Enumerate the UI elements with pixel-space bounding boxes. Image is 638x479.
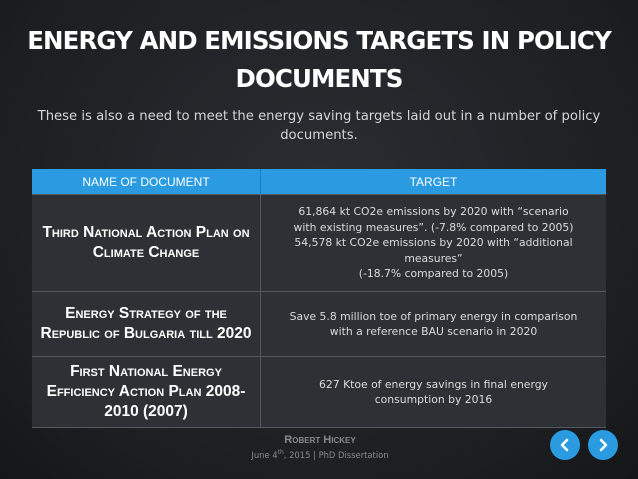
table-row: [32, 292, 606, 357]
table-row: [32, 357, 606, 428]
target-cell: [261, 292, 607, 357]
target-line: Save 5.8 million toe of primary energy in comparison: [289, 309, 578, 323]
column-header-target: TARGET: [261, 169, 607, 195]
previous-slide-button[interactable]: [550, 430, 580, 460]
target-line: 61,864 kt CO2e emissions by 2020 with “scenario: [298, 205, 569, 219]
document-cell: [32, 195, 261, 292]
policy-targets-table: [32, 169, 606, 428]
date-ordinal: th: [277, 449, 284, 456]
presentation-date: [220, 447, 420, 461]
target-line: 54,578 kt CO2e emissions by 2020 with “additional: [294, 236, 573, 250]
document-name: Energy Strategy of the Republic of Bulgaria till 2020: [40, 305, 252, 342]
target-text: [267, 204, 600, 282]
slide-subtitle: These is also a need to meet the energy saving targets laid out in a number of policy documents.: [37, 109, 601, 143]
target-line: 627 Ktoe of energy savings in final energy: [319, 377, 548, 391]
target-line: with a reference BAU scenario in 2020: [329, 325, 538, 338]
chevron-left-icon: [558, 438, 572, 452]
slide-title: ENERGY AND EMISSIONS TARGETS IN POLICY DOCUMENTS: [27, 26, 611, 93]
target-cell: [261, 195, 607, 292]
author-name: Robert Hickey: [284, 434, 356, 446]
target-text: [267, 377, 600, 408]
document-cell: [32, 357, 261, 428]
date-prefix: June 4: [251, 449, 278, 460]
target-line: measures”: [404, 251, 463, 265]
chevron-right-icon: [596, 438, 610, 452]
table-header-row: [32, 169, 606, 195]
document-name: Third National Action Plan on Climate Change: [42, 224, 250, 261]
document-cell: [32, 292, 261, 357]
date-suffix: , 2015 | PhD Dissertation: [283, 449, 389, 460]
next-slide-button[interactable]: [588, 430, 618, 460]
target-line: consumption by 2016: [374, 393, 493, 406]
table-row: [32, 195, 606, 292]
slide-footer: [220, 434, 420, 461]
target-text: [267, 309, 600, 340]
target-cell: [261, 357, 607, 428]
target-line: with existing measures”. (-7.8% compared to 2005): [293, 220, 574, 234]
target-line: (-18.7% compared to 2005): [358, 267, 509, 281]
column-header-document: NAME OF DOCUMENT: [32, 169, 261, 195]
document-name: First National Energy Efficiency Action Plan 2008-2010 (2007): [46, 363, 246, 420]
